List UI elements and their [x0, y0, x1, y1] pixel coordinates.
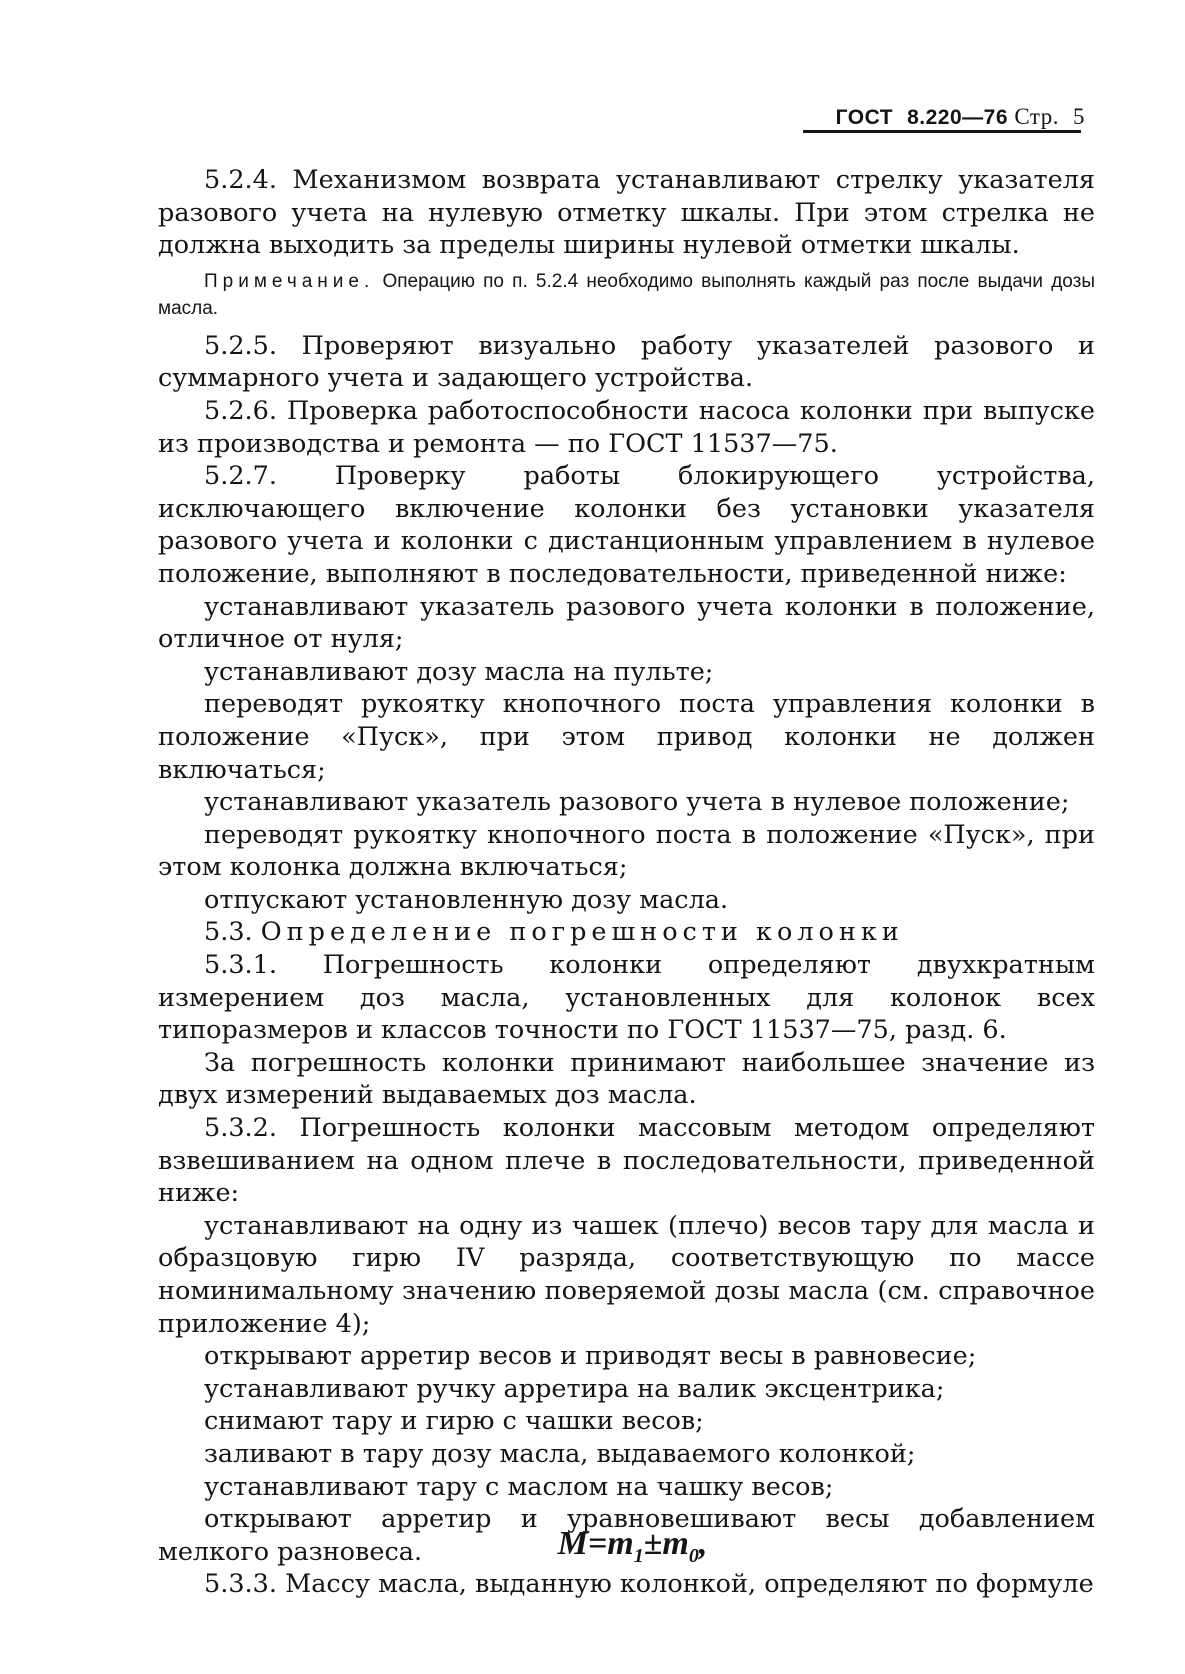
mass-formula — [0, 1525, 1185, 1568]
header-number: 8.220—76 — [907, 106, 1009, 129]
section-heading-5-3 — [158, 916, 1095, 949]
weigh-step-item: открывают арретир весов и приводят весы в равновесие; — [204, 1341, 977, 1372]
paragraph-5-3-2: 5.3.2. Погрешность колонки массовым методом определяют взвешиванием на одном плече в последовательности, приведенной ниже: — [158, 1113, 1095, 1209]
formula-equals: = — [587, 1525, 608, 1562]
formula-comma: , — [698, 1525, 708, 1562]
page-header — [836, 104, 1085, 130]
note-text: Операцию по п. 5.2.4 необходимо выполнять каждый раз после выдачи дозы масла. — [158, 270, 1095, 319]
step-item: устанавливают дозу масла на пульте; — [204, 656, 714, 687]
paragraph-5-2-6: 5.2.6. Проверка работоспособности насоса колонки при выпуске из производства и ремонта — по ГОСТ 11537—75. — [158, 395, 1095, 459]
note-paragraph — [158, 268, 1095, 322]
formula-plus-minus: ± — [643, 1525, 663, 1562]
paragraph-5-3-1-b: За погрешность колонки принимают наибольшее значение из двух измерений выдаваемых доз масла. — [158, 1047, 1095, 1111]
paragraph-5-2-5: 5.2.5. Проверяют визуально работу указателей разового и суммарного учета и задающего устройства. — [158, 330, 1095, 394]
formula-m1: m — [607, 1525, 634, 1562]
weigh-step-item: заливают в тару дозу масла, выдаваемого колонкой; — [204, 1438, 916, 1469]
step-item: переводят рукоятку кнопочного поста управления колонки в положение «Пуск», при этом привод колонки не должен включаться; — [158, 689, 1095, 785]
paragraph-5-2-4: 5.2.4. Механизмом возврата устанавливают стрелку указателя разового учета на нулевую отметку шкалы. При этом стрелка не должна выходить за пределы ширины нулевой отметки шкалы. — [158, 165, 1095, 261]
header-rule — [803, 130, 1081, 133]
header-page-number: 5 — [1073, 104, 1085, 129]
formula-lhs: M — [557, 1525, 588, 1562]
paragraph-5-3-3: 5.3.3. Массу масла, выданную колонкой, определяют по формуле — [204, 1569, 1094, 1600]
step-item: устанавливают указатель разового учета колонки в положение, отличное от нуля; — [158, 591, 1095, 655]
note-label: Примечание. — [204, 270, 375, 292]
section-title: Определение погрешности колонки — [260, 917, 904, 948]
weigh-step-item: устанавливают тару с маслом на чашку весов; — [204, 1471, 834, 1502]
weigh-step-item: устанавливают ручку арретира на валик эксцентрика; — [204, 1373, 945, 1404]
header-page-label: Стр. — [1014, 104, 1059, 129]
header-standard: ГОСТ — [835, 106, 894, 129]
paragraph-5-2-7: 5.2.7. Проверку работы блокирующего устройства, исключающего включение колонки без установки указателя разового учета и колонки с дистанционным управлением в нулевое положение, выполняют в последовательности, приведенной ниже: — [158, 461, 1095, 589]
formula-m0: m — [662, 1525, 689, 1562]
section-number: 5.3. — [204, 917, 253, 948]
weigh-step-item: открывают арретир и уравновешивают весы добавлением мелкого разновеса. — [158, 1504, 1095, 1567]
weigh-step-item: устанавливают на одну из чашек (плечо) весов тару для масла и образцовую гирю IV разряда, соответствующую по массе номинимальному значению поверяемой дозы масла (см. справочное приложение 4); — [158, 1210, 1095, 1339]
paragraph-5-3-1: 5.3.1. Погрешность колонки определяют двухкратным измерением доз масла, установленных для колонок всех типоразмеров и классов точности по ГОСТ 11537—75, разд. 6. — [158, 950, 1095, 1046]
step-item: устанавливают указатель разового учета в нулевое положение; — [204, 787, 1070, 818]
step-item: переводят рукоятку кнопочного поста в положение «Пуск», при этом колонка должна включаться; — [158, 819, 1095, 883]
formula-m0-sub: 0 — [688, 1544, 699, 1567]
weigh-step-item: снимают тару и гирю с чашки весов; — [204, 1406, 704, 1437]
formula-m1-sub: 1 — [633, 1544, 644, 1567]
step-item: отпускают установленную дозу масла. — [204, 884, 729, 915]
document-body — [158, 164, 1095, 1601]
